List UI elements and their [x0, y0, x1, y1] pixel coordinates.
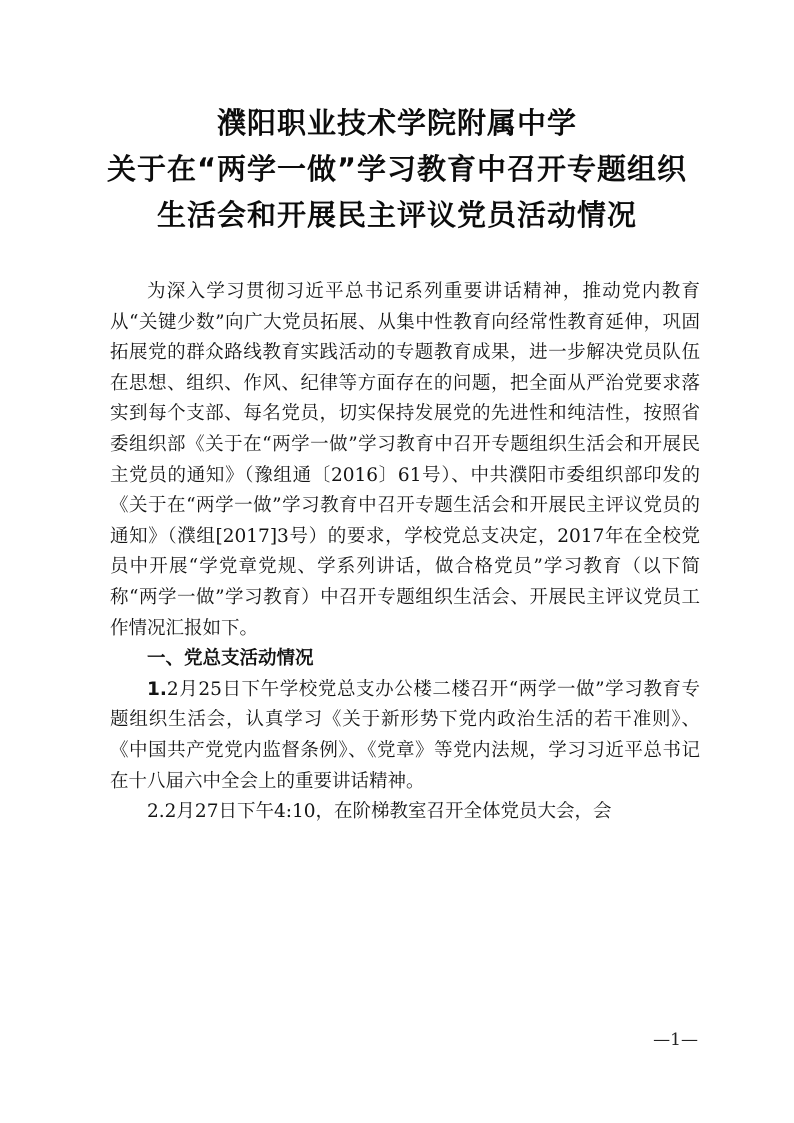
title-line-1: 濮阳职业技术学院附属中学: [216, 106, 577, 140]
document-body: [110, 277, 700, 828]
section-item-2: 2.2月27日下午4:10，在阶梯教室召开全体党员大会，会: [147, 801, 612, 823]
section-item-1: [110, 675, 700, 797]
item-text-1: 2月25日下午学校党总支办公楼二楼召开“两学一做”学习教育专题组织生活会，认真学习《关于新形势下党内政治生活的若干准则》、《中国共产党党内监督条例》、《党章》等党内法规，学习习近平总书记在十八届六中全会上的重要讲话精神。: [110, 678, 700, 792]
section-heading-1: 一、党总支活动情况: [147, 648, 314, 670]
document-title: [60, 100, 734, 238]
item-number-1: 1.: [147, 678, 167, 700]
page-number: —1—: [653, 1030, 698, 1050]
intro-paragraph: 为深入学习贯彻习近平总书记系列重要讲话精神，推动党内教育从“关键少数”向广大党员拓展、从集中性教育向经常性教育延伸，巩固拓展党的群众路线教育实践活动的专题教育成果，进一步解决党员队伍在思想、组织、作风、纪律等方面存在的问题，把全面从严治党要求落实到每个支部、每名党员，切实保持发展党的先进性和纯洁性，按照省委组织部《关于在“两学一做”学习教育中召开专题组织生活会和开展民主党员的通知》（豫组通〔2016〕61号）、中共濮阳市委组织部印发的《关于在“两学一做”学习教育中召开专题生活会和开展民主评议党员的通知》（濮组[2017]3号）的要求，学校党总支决定，2017年在全校党员中开展“学党章党规、学系列讲话，做合格党员”学习教育（以下简称“两学一做”学习教育）中召开专题组织生活会、开展民主评议党员工作情况汇报如下。: [110, 281, 700, 639]
title-line-2: 关于在“两学一做”学习教育中召开专题组织: [106, 152, 688, 186]
title-line-3: 生活会和开展民主评议党员活动情况: [156, 198, 637, 232]
